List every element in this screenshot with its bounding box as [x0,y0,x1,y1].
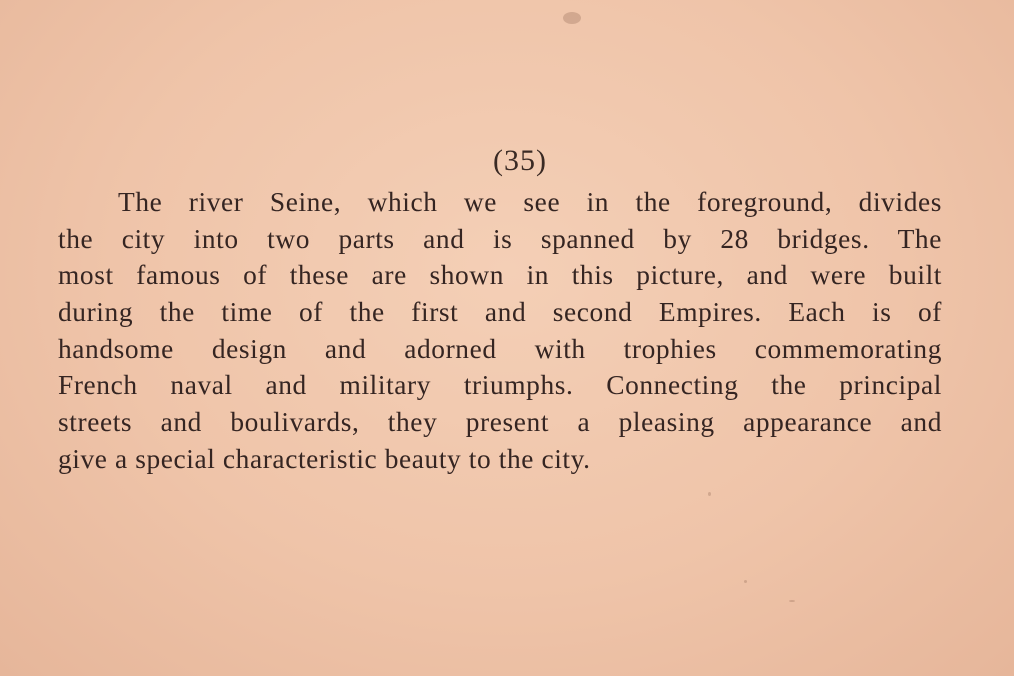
paragraph-line: French naval and military triumphs. Connecting the principal [58,370,942,401]
paragraph-line: The river Seine, which we see in the foreground, divides [118,187,942,217]
paragraph-line: give a special characteristic beauty to the city. [58,443,591,474]
page-number: (35) [493,144,547,177]
paragraph-line: streets and boulivards, they present a pleasing appearance and [58,407,942,438]
paragraph-line: the city into two parts and is spanned by 28 bridges. The [58,223,942,254]
paper-speck [563,12,581,24]
paper-speck [744,580,747,583]
body-paragraph [58,184,942,478]
paragraph-line: handsome design and adorned with trophies commemorating [58,333,942,364]
paragraph-line: most famous of these are shown in this picture, and were built [58,260,942,291]
paragraph-line: during the time of the first and second Empires. Each is of [58,297,942,328]
paper-speck [789,600,795,602]
paper-speck [708,492,711,496]
